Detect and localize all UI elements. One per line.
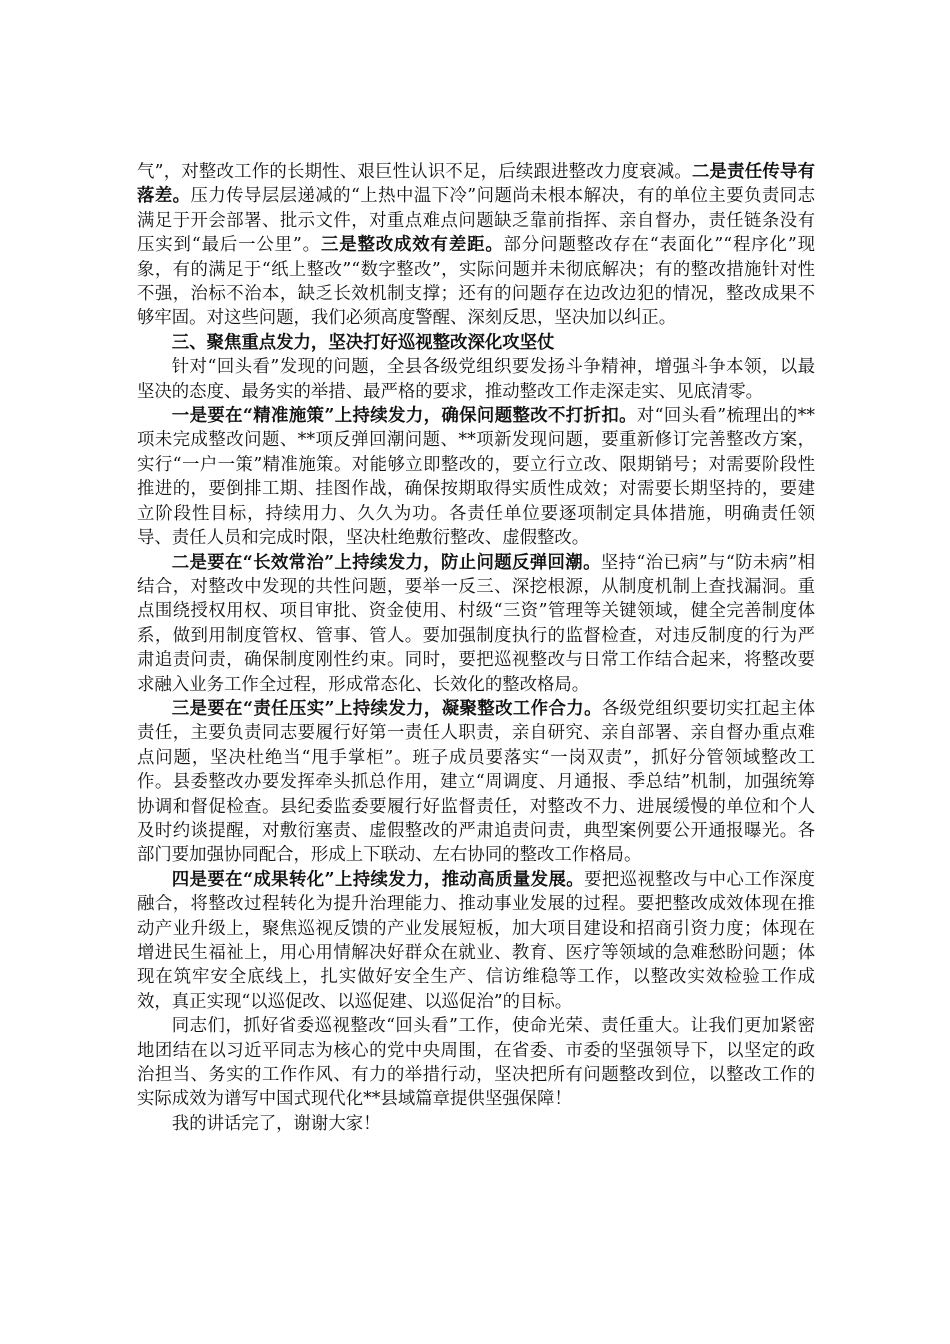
paragraph-text: 要把巡视整改与中心工作深度融合，将整改过程转化为提升治理能力、推动事业发展的过程。要把整改成效体现在推动产业升级上，聚焦巡视反馈的产业发展短板，加大项目建设和招商引资力度；体现在增进民生福祉上，用心用情解决好群众在就业、教育、医疗等领域的急难愁盼问题；体现在筑牢安全底线上，扎实做好安全生产、信访维稳等工作，以整改实效检验工作成效，真正实现“以巡促改、以巡促建、以巡促治”的目标。 <box>137 869 815 1012</box>
paragraph-precise-measures <box>137 404 815 550</box>
paragraph-results-transformation <box>137 868 815 1014</box>
paragraph-long-term-governance <box>137 551 815 697</box>
paragraph-closing-call: 同志们，抓好省委巡视整改“回头看”工作，使命光荣、责任重大。让我们更加紧密地团结在以习近平同志为核心的党中央周围，在省委、市委的坚强领导下，以坚定的政治担当、务实的工作作风、有力的举措行动，坚决把所有问题整改到位，以整改工作的实际成效为谱写中国式现代化**县域篇章提供坚强保障！ <box>137 1016 815 1110</box>
bold-lead-results-transformation: 四是要在“成果转化”上持续发力，推动高质量发展。 <box>171 869 585 890</box>
paragraph-text: 气”，对整改工作的长期性、艰巨性认识不足，后续跟进整改力度衰减。 <box>137 162 692 182</box>
bold-lead-responsibility-consolidation: 三是要在“责任压实”上持续发力，凝聚整改工作合力。 <box>171 698 602 719</box>
section-heading-3: 三、聚焦重点发力，坚决打好巡视整改深化攻坚仗 <box>171 332 555 353</box>
document-page <box>137 160 815 1136</box>
paragraph-closing-thanks: 我的讲话完了，谢谢大家！ <box>171 1113 381 1134</box>
paragraph-text: 坚持“治已病”与“防未病”相结合，对整改中发现的共性问题，要举一反三、深挖根源，从制度机制上查找漏洞。重点围绕授权用权、项目审批、资金使用、村级“三资”管理等关键领域，健全完善制度体系，做到用制度管权、管事、管人。要加强制度执行的监督检查，对违反制度的行为严肃追责问责，确保制度刚性约束。同时，要把巡视整改与日常工作结合起来，将整改要求融入业务工作全过程，形成常态化、长效化的整改格局。 <box>137 552 815 695</box>
paragraph-text: 部分问题整改存在“表面化”“程序化”现象，有的满足于“纸上整改”“数字整改”，实际问题并未彻底解决；有的整改措施针对性不强，治标不治本，缺乏长效机制支撑；还有的问题存在边改边犯的情况，整改成果不够牢固。对这些问题，我们必须高度警醒、深刻反思，坚决加以纠正。 <box>137 235 815 329</box>
paragraph-text: 各级党组织要切实扛起主体责任，主要负责同志要履行好第一责任人职责，亲自研究、亲自部署、亲自督办重点难点问题，坚决杜绝当“甩手掌柜”。班子成员要落实“一岗双责”，抓好分管领域整改工作。县委整改办要发挥牵头抓总作用，建立“周调度、月通报、季总结”机制，加强统筹协调和督促检查。县纪委监委要履行好监督责任，对整改不力、进展缓慢的单位和个人及时约谈提醒，对敷衍塞责、虚假整改的严肃追责问责，典型案例要公开通报曝光。各部门要加强协同配合，形成上下联动、左右协同的整改工作格局。 <box>137 698 815 866</box>
paragraph-responsibility-consolidation <box>137 697 815 868</box>
bold-lead-long-term-governance: 二是要在“长效常治”上持续发力，防止问题反弹回潮。 <box>171 552 601 573</box>
paragraph-responsibility-and-effect-gaps <box>137 160 815 331</box>
paragraph-text: 压力传导层层递减的“上热中温下冷”问题尚未根本解决，有的单位主要负责同志满足于开会部署、批示文件，对重点难点问题缺乏靠前指挥、亲自督办，责任链条没有压实到“最后一公里”。 <box>137 186 815 256</box>
bold-lead-precise-measures: 一是要在“精准施策”上持续发力，确保问题整改不打折扣。 <box>171 406 637 427</box>
paragraph-text: 对“回头看”梳理出的**项未完成整改问题、**项反弹回潮问题、**项新发现问题，要重新修订完善整改方案，实行“一户一策”精准施策。对能够立即整改的，要立行立改、限期销号；对需要阶段性推进的，要倒排工期、挂图作战，确保按期取得实质性成效；对需要长期坚持的，要建立阶段性目标，持续用力、久久为功。各责任单位要逐项制定具体措施，明确责任领导、责任人员和完成时限，坚决杜绝敷衍整改、虚假整改。 <box>137 406 815 549</box>
paragraph-intro-section-3: 针对“回头看”发现的问题，全县各级党组织要发扬斗争精神，增强斗争本领，以最坚决的态度、最务实的举措、最严格的要求，推动整改工作走深走实、见底清零。 <box>137 357 815 402</box>
bold-lead-effect-gap: 三是整改成效有差距。 <box>320 235 504 256</box>
bold-lead-responsibility-gap: 二是责任传导有落差。 <box>137 162 815 207</box>
